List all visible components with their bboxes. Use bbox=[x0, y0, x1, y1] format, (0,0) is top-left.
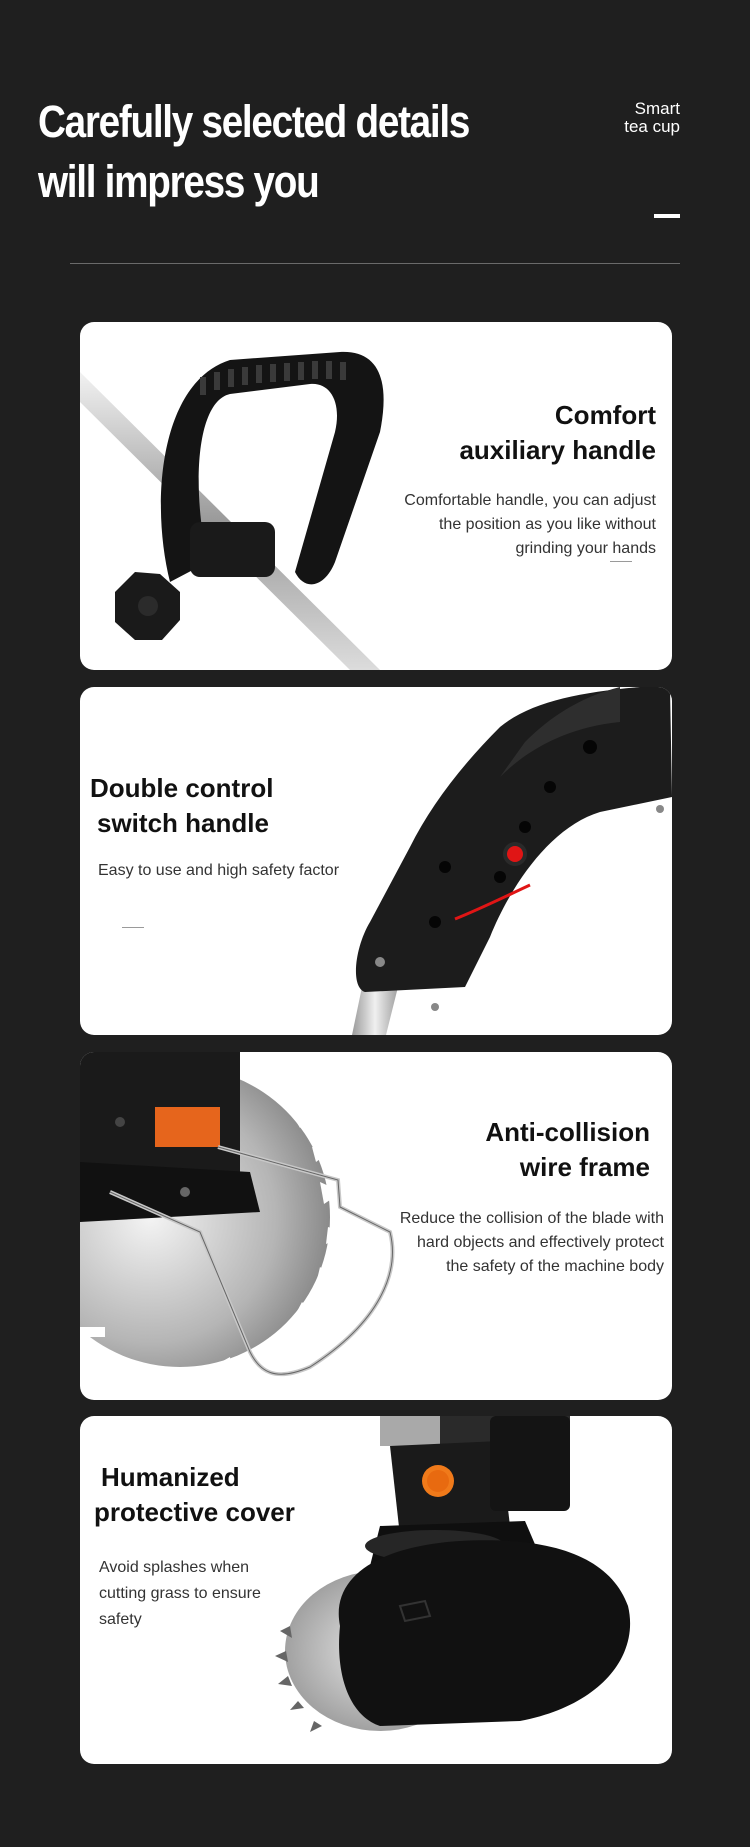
feature-title-line1: Comfort bbox=[554, 400, 656, 430]
feature-title-line2: wire frame bbox=[519, 1152, 650, 1182]
feature-title bbox=[90, 771, 273, 841]
brand-tag-line1: Smart bbox=[634, 99, 680, 118]
feature-title bbox=[459, 398, 656, 468]
feature-desc-line3: grinding your hands bbox=[515, 540, 656, 557]
feature-title-line2: auxiliary handle bbox=[459, 435, 656, 465]
feature-title bbox=[485, 1115, 650, 1185]
brand-tag bbox=[624, 100, 680, 136]
feature-desc-line1: Comfortable handle, you can adjust bbox=[404, 492, 656, 509]
feature-title-line2: protective cover bbox=[94, 1497, 295, 1527]
feature-desc-line3: the safety of the machine body bbox=[446, 1258, 664, 1275]
feature-title bbox=[94, 1460, 295, 1530]
page-title: Carefully selected details will impress you bbox=[38, 96, 470, 207]
feature-title-line2: switch handle bbox=[97, 808, 269, 838]
feature-desc-line2: cutting grass to ensure bbox=[99, 1585, 261, 1602]
feature-description bbox=[98, 859, 339, 883]
feature-title-line1: Humanized bbox=[101, 1462, 240, 1492]
feature-desc-line3: safety bbox=[99, 1611, 142, 1628]
feature-card-wire-frame bbox=[80, 1052, 672, 1400]
feature-desc-line1: Reduce the collision of the blade with bbox=[399, 1210, 664, 1227]
feature-title-line1: Double control bbox=[90, 773, 274, 803]
decor-dash bbox=[610, 561, 632, 562]
feature-description bbox=[404, 489, 656, 561]
feature-desc-line2: the position as you like without bbox=[438, 516, 656, 533]
feature-card-switch-handle bbox=[80, 687, 672, 1035]
feature-card-protective-cover bbox=[80, 1416, 672, 1764]
feature-description bbox=[99, 1555, 261, 1633]
tag-underline bbox=[654, 214, 680, 218]
feature-title-line1: Anti-collision bbox=[485, 1117, 650, 1147]
feature-desc-line1: Easy to use and high safety factor bbox=[98, 862, 340, 879]
feature-description bbox=[400, 1207, 664, 1279]
feature-card-auxiliary-handle bbox=[80, 322, 672, 670]
header-divider bbox=[70, 263, 680, 264]
feature-desc-line2: hard objects and effectively protect bbox=[417, 1234, 664, 1251]
brand-tag-line2: tea cup bbox=[624, 117, 680, 136]
feature-desc-line1: Avoid splashes when bbox=[99, 1559, 250, 1576]
decor-dash bbox=[122, 927, 144, 928]
